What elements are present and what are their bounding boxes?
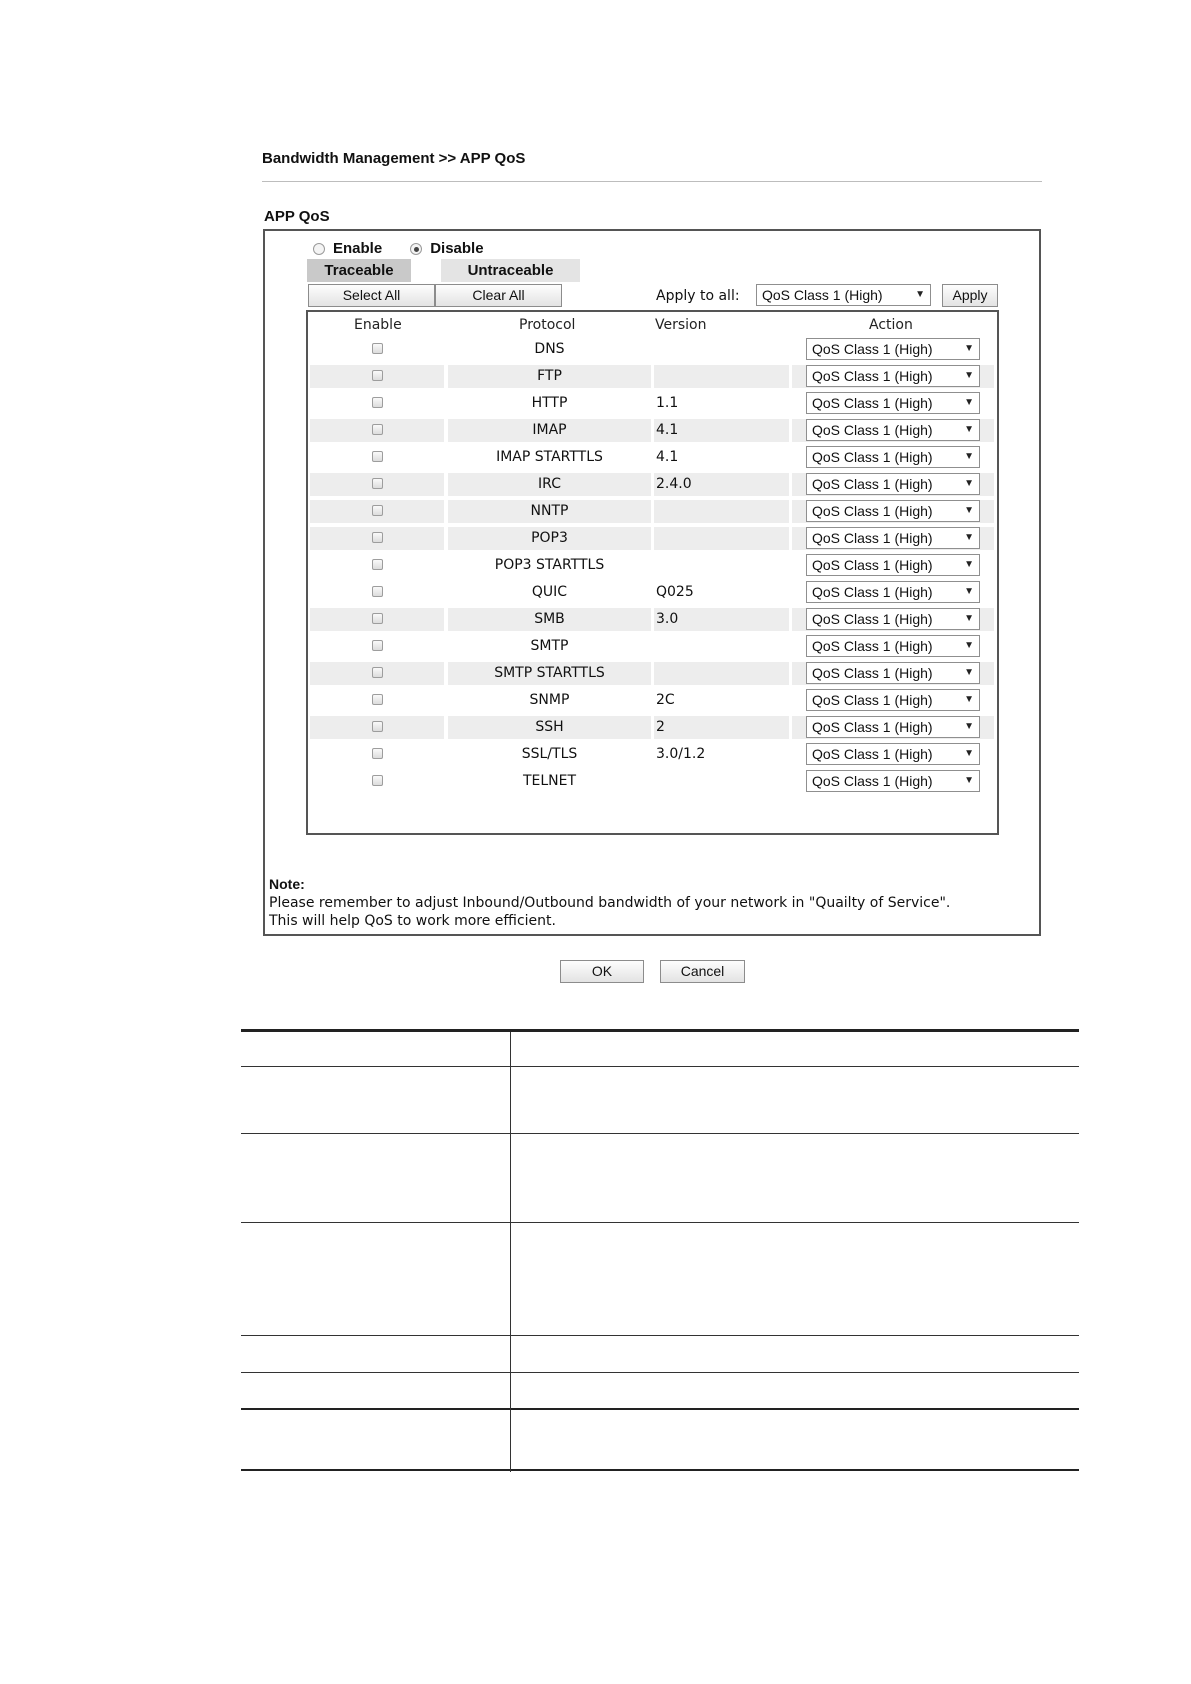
version-cell: 4.1 [656, 449, 679, 465]
chevron-down-icon: ▼ [964, 640, 974, 651]
action-value: QoS Class 1 (High) [812, 557, 933, 573]
cancel-button[interactable]: Cancel [660, 960, 745, 983]
action-select[interactable] [806, 500, 980, 522]
action-select[interactable] [806, 365, 980, 387]
protocol-cell: IMAP [448, 419, 651, 442]
enable-checkbox[interactable] [372, 613, 383, 624]
protocol-cell: DNS [534, 341, 565, 357]
protocol-cell: IMAP STARTTLS [496, 449, 603, 465]
action-select[interactable] [806, 581, 980, 603]
action-value: QoS Class 1 (High) [812, 638, 933, 654]
chevron-down-icon: ▼ [964, 694, 974, 705]
enable-checkbox[interactable] [372, 775, 383, 786]
action-value: QoS Class 1 (High) [812, 611, 933, 627]
version-cell [654, 554, 789, 577]
table-row [310, 635, 994, 658]
enable-cell [310, 365, 444, 388]
table-rule [241, 1066, 1079, 1067]
section-title: APP QoS [264, 208, 330, 225]
action-value: QoS Class 1 (High) [812, 665, 933, 681]
chevron-down-icon: ▼ [964, 343, 974, 354]
table-rule [241, 1029, 1079, 1032]
apply-to-all-label: Apply to all: [656, 288, 740, 304]
chevron-down-icon: ▼ [964, 613, 974, 624]
breadcrumb: Bandwidth Management >> APP QoS [262, 150, 526, 167]
column-header-protocol: Protocol [519, 317, 576, 333]
action-value: QoS Class 1 (High) [812, 584, 933, 600]
action-select[interactable] [806, 716, 980, 738]
chevron-down-icon: ▼ [964, 451, 974, 462]
enable-cell [310, 527, 444, 550]
table-row [310, 338, 994, 361]
note-text-2: This will help QoS to work more efficient. [269, 913, 556, 929]
note-text-1: Please remember to adjust Inbound/Outbound bandwidth of your network in "Quailty of Service". [269, 895, 951, 911]
table-row [310, 581, 994, 604]
version-cell: Q025 [656, 584, 694, 600]
chevron-down-icon: ▼ [964, 478, 974, 489]
enable-checkbox[interactable] [372, 721, 383, 732]
action-value: QoS Class 1 (High) [812, 341, 933, 357]
enable-cell [310, 500, 444, 523]
action-value: QoS Class 1 (High) [812, 773, 933, 789]
enable-cell [310, 662, 444, 685]
action-value: QoS Class 1 (High) [812, 476, 933, 492]
enable-checkbox[interactable] [372, 478, 383, 489]
ok-button[interactable]: OK [560, 960, 644, 983]
enable-checkbox[interactable] [372, 532, 383, 543]
version-cell: 3.0 [654, 608, 789, 631]
version-cell [654, 338, 789, 361]
column-header-version: Version [655, 317, 707, 333]
action-select[interactable] [806, 554, 980, 576]
action-select[interactable] [806, 662, 980, 684]
protocol-cell: SSL/TLS [521, 746, 578, 762]
version-cell [654, 527, 789, 550]
protocol-cell: NNTP [448, 500, 651, 523]
version-cell [654, 365, 789, 388]
enable-checkbox[interactable] [372, 640, 383, 651]
protocol-cell: IRC [448, 473, 651, 496]
chevron-down-icon: ▼ [915, 289, 925, 300]
chevron-down-icon: ▼ [964, 505, 974, 516]
protocol-cell: TELNET [522, 773, 577, 789]
action-value: QoS Class 1 (High) [812, 503, 933, 519]
table-rule [241, 1133, 1079, 1134]
chevron-down-icon: ▼ [964, 370, 974, 381]
version-cell: 1.1 [656, 395, 679, 411]
tab-traceable[interactable]: Traceable [307, 259, 411, 282]
protocol-cell: POP3 [448, 527, 651, 550]
enable-checkbox[interactable] [372, 694, 383, 705]
action-select[interactable] [806, 392, 980, 414]
enable-cell [310, 770, 444, 793]
chevron-down-icon: ▼ [964, 748, 974, 759]
mode-radio-group [313, 240, 512, 257]
table-row [310, 770, 994, 793]
enable-radio[interactable] [313, 243, 325, 255]
table-column-divider [510, 1032, 511, 1472]
note-title: Note: [269, 876, 305, 892]
table-rule [241, 1372, 1079, 1373]
table-row [310, 419, 994, 442]
table-row [310, 689, 994, 712]
action-select[interactable] [806, 770, 980, 792]
column-header-action: Action [869, 317, 913, 333]
action-value: QoS Class 1 (High) [812, 449, 933, 465]
chevron-down-icon: ▼ [964, 559, 974, 570]
table-row [310, 446, 994, 469]
action-select[interactable] [806, 635, 980, 657]
action-select[interactable] [806, 689, 980, 711]
enable-checkbox[interactable] [372, 424, 383, 435]
enable-cell [310, 392, 444, 415]
table-row [310, 527, 994, 550]
action-select[interactable] [806, 743, 980, 765]
version-cell [654, 635, 789, 658]
enable-checkbox[interactable] [372, 667, 383, 678]
protocol-cell: SMB [448, 608, 651, 631]
enable-checkbox[interactable] [372, 343, 383, 354]
enable-option[interactable] [313, 240, 382, 257]
action-select[interactable] [806, 608, 980, 630]
protocol-cell: SNMP [529, 692, 570, 708]
version-cell: 3.0/1.2 [656, 746, 706, 762]
enable-cell [310, 419, 444, 442]
apply-button[interactable]: Apply [942, 284, 998, 307]
enable-cell [310, 581, 444, 604]
table-rule [241, 1408, 1079, 1410]
enable-label: Enable [333, 240, 383, 257]
action-value: QoS Class 1 (High) [812, 746, 933, 762]
table-rule [241, 1222, 1079, 1223]
protocol-cell: FTP [448, 365, 651, 388]
action-select[interactable] [806, 419, 980, 441]
table-row [310, 365, 994, 388]
chevron-down-icon: ▼ [964, 721, 974, 732]
version-cell [654, 662, 789, 685]
table-rule [241, 1469, 1079, 1471]
enable-cell [310, 635, 444, 658]
chevron-down-icon: ▼ [964, 586, 974, 597]
enable-cell [310, 338, 444, 361]
disable-label: Disable [430, 240, 484, 257]
version-cell [654, 770, 789, 793]
title-divider [262, 181, 1042, 182]
table-row [310, 662, 994, 685]
version-cell: 2C [656, 692, 675, 708]
action-value: QoS Class 1 (High) [812, 368, 933, 384]
protocol-cell: SMTP [530, 638, 569, 654]
enable-checkbox[interactable] [372, 559, 383, 570]
action-value: QoS Class 1 (High) [812, 719, 933, 735]
version-cell [654, 500, 789, 523]
enable-checkbox[interactable] [372, 451, 383, 462]
action-value: QoS Class 1 (High) [812, 422, 933, 438]
disable-option[interactable] [410, 240, 483, 257]
enable-cell [310, 716, 444, 739]
enable-checkbox[interactable] [372, 370, 383, 381]
protocol-cell: SMTP STARTTLS [448, 662, 651, 685]
enable-checkbox[interactable] [372, 397, 383, 408]
action-value: QoS Class 1 (High) [812, 395, 933, 411]
disable-radio[interactable] [410, 243, 422, 255]
chevron-down-icon: ▼ [964, 775, 974, 786]
enable-checkbox[interactable] [372, 505, 383, 516]
enable-cell [310, 608, 444, 631]
protocol-cell: HTTP [531, 395, 568, 411]
enable-cell [310, 689, 444, 712]
protocol-cell: POP3 STARTTLS [494, 557, 605, 573]
chevron-down-icon: ▼ [964, 397, 974, 408]
protocol-cell: SSH [448, 716, 651, 739]
enable-checkbox[interactable] [372, 586, 383, 597]
protocol-cell: QUIC [531, 584, 568, 600]
select-all-button[interactable]: Select All [308, 284, 435, 307]
chevron-down-icon: ▼ [964, 424, 974, 435]
enable-cell [310, 554, 444, 577]
clear-all-button[interactable]: Clear All [435, 284, 562, 307]
table-row [310, 716, 994, 739]
version-cell: 2.4.0 [654, 473, 789, 496]
version-cell: 4.1 [654, 419, 789, 442]
action-select[interactable] [806, 446, 980, 468]
table-row [310, 500, 994, 523]
enable-cell [310, 446, 444, 469]
action-select[interactable] [806, 338, 980, 360]
action-value: QoS Class 1 (High) [812, 692, 933, 708]
table-row [310, 743, 994, 766]
action-select[interactable] [806, 473, 980, 495]
table-row [310, 554, 994, 577]
apply-to-all-select[interactable] [756, 284, 931, 306]
apply-to-all-value: QoS Class 1 (High) [762, 287, 883, 303]
column-header-enable: Enable [354, 317, 402, 333]
enable-checkbox[interactable] [372, 748, 383, 759]
table-row [310, 392, 994, 415]
action-select[interactable] [806, 527, 980, 549]
table-row [310, 473, 994, 496]
action-value: QoS Class 1 (High) [812, 530, 933, 546]
table-rule [241, 1335, 1079, 1336]
version-cell: 2 [654, 716, 789, 739]
enable-cell [310, 743, 444, 766]
table-row [310, 608, 994, 631]
enable-cell [310, 473, 444, 496]
tab-untraceable[interactable]: Untraceable [441, 259, 580, 282]
chevron-down-icon: ▼ [964, 532, 974, 543]
chevron-down-icon: ▼ [964, 667, 974, 678]
